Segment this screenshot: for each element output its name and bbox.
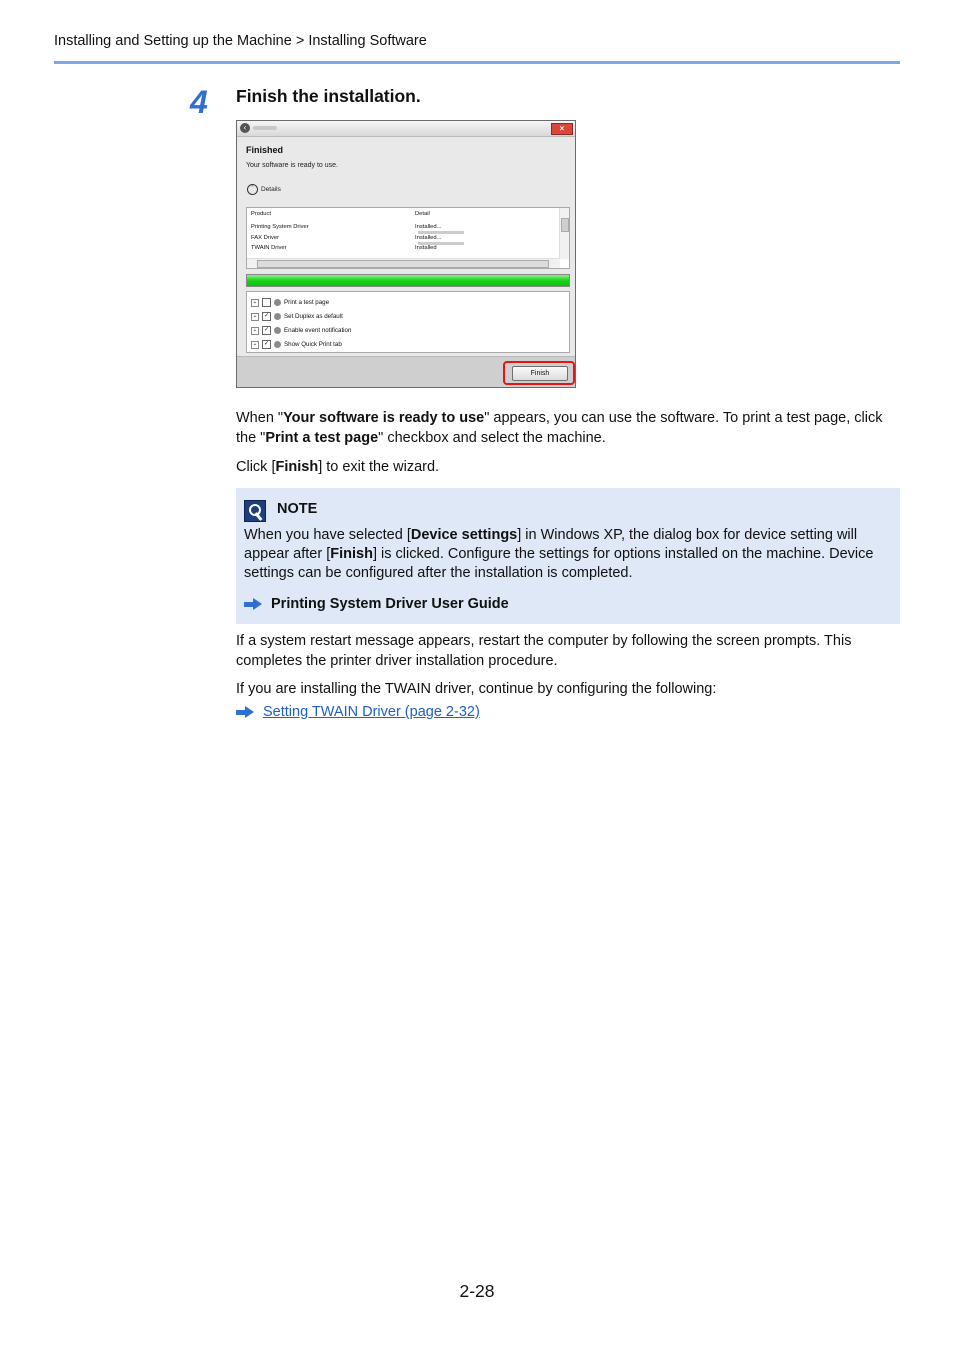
checkbox-unchecked-icon (262, 298, 271, 307)
note-reference-label: Printing System Driver User Guide (271, 596, 509, 612)
details-toggle-label: Details (261, 186, 281, 193)
scroll-thumb (561, 218, 569, 232)
text: When " (236, 410, 284, 426)
paragraph-ready-to-use (236, 409, 896, 448)
step-title: Finish the installation. (236, 86, 421, 106)
text: " appears, you can use the software. To print a test page, click the " (236, 410, 883, 446)
expand-icon: + (251, 327, 259, 335)
setting-twain-driver-link[interactable]: Setting TWAIN Driver (page 2-32) (263, 704, 480, 720)
installer-footer (237, 356, 575, 387)
table-header-detail: Detail (415, 211, 430, 217)
text: When you have selected [ (244, 527, 411, 543)
gear-icon (274, 313, 281, 320)
installer-title-bar (237, 121, 575, 137)
checkbox-checked-icon: ✓ (263, 327, 270, 333)
option-label: Set Duplex as default (284, 313, 343, 321)
checkbox-checked-icon: ✓ (263, 313, 270, 319)
table-cell-detail: Installed (415, 245, 437, 251)
paragraph-twain: If you are installing the TWAIN driver, continue by configuring the following: (236, 681, 717, 697)
checkbox-checked-icon: ✓ (263, 341, 270, 347)
note-icon (244, 500, 266, 522)
note-body (244, 526, 894, 583)
table-row (251, 245, 437, 253)
expand-icon: + (251, 299, 259, 307)
post-install-options (246, 291, 570, 353)
close-icon: × (551, 123, 573, 135)
option-label: Enable event notification (284, 327, 352, 335)
expand-icon: + (251, 313, 259, 321)
note-box (236, 488, 900, 624)
expand-icon: + (251, 341, 259, 349)
note-reference (244, 596, 509, 612)
table-header-product: Product (251, 211, 271, 217)
install-progress-bar (246, 274, 570, 287)
table-cell-product: TWAIN Driver (251, 245, 287, 251)
option-show-quick-print-tab (251, 340, 342, 350)
emphasis: Your software is ready to use (283, 410, 485, 426)
finish-button: Finish (512, 366, 568, 381)
text: ] to exit the wizard. (318, 459, 440, 475)
table-cell-product: FAX Driver (251, 235, 280, 241)
page-number: 2-28 (459, 1281, 495, 1301)
table-cell-detail: Installed... (415, 224, 442, 230)
table-header-row (251, 211, 430, 219)
horizontal-scrollbar (247, 258, 560, 268)
paragraph-click-finish (236, 458, 896, 478)
option-label: Show Quick Print tab (284, 341, 342, 349)
back-arrow-icon: ‹ (240, 123, 250, 133)
emphasis: Device settings (410, 527, 518, 543)
arrow-right-icon (244, 598, 262, 610)
gear-icon (274, 327, 281, 334)
text: ] in Windows XP, the dialog box for device setting will appear after [ (244, 527, 858, 562)
paragraph-restart: If a system restart message appears, restart the computer by following the screen prompts. This completes the printer driver installation procedure. (236, 633, 852, 669)
arrow-right-icon (236, 706, 254, 718)
chevron-up-icon: ˆ (247, 184, 258, 195)
option-print-test-page (251, 298, 329, 308)
emphasis: Finish (330, 546, 373, 562)
installer-heading: Finished (246, 145, 284, 155)
table-cell-product: Printing System Driver (251, 224, 309, 230)
vertical-scrollbar (559, 208, 569, 259)
note-title: NOTE (277, 501, 318, 517)
option-label: Print a test page (284, 299, 330, 307)
emphasis: Finish (275, 459, 319, 475)
installer-subheading: Your software is ready to use. (246, 162, 338, 169)
text: Click [ (236, 459, 276, 475)
gear-icon (274, 299, 281, 306)
text: ] is clicked. Configure the settings for options installed on the machine. Device settings can be configured after the installation is completed. (244, 546, 874, 581)
finish-highlight (503, 361, 575, 385)
gear-icon (274, 341, 281, 348)
table-cell-detail: Installed... (415, 235, 442, 241)
table-row (251, 224, 442, 232)
twain-reference (236, 704, 480, 720)
emphasis: Print a test page (265, 429, 379, 446)
blurred-text (418, 231, 464, 234)
installer-screenshot (236, 120, 576, 388)
table-row (251, 235, 442, 243)
scroll-thumb (257, 260, 549, 268)
header-divider (54, 61, 900, 64)
blurred-window-title (253, 126, 277, 130)
step-number: 4 (190, 84, 208, 120)
text: " checkbox and select the machine. (378, 429, 606, 446)
breadcrumb: Installing and Setting up the Machine > Installing Software (54, 33, 427, 49)
option-enable-event-notification (251, 326, 351, 336)
installed-products-table (246, 207, 570, 269)
option-set-duplex (251, 312, 343, 322)
